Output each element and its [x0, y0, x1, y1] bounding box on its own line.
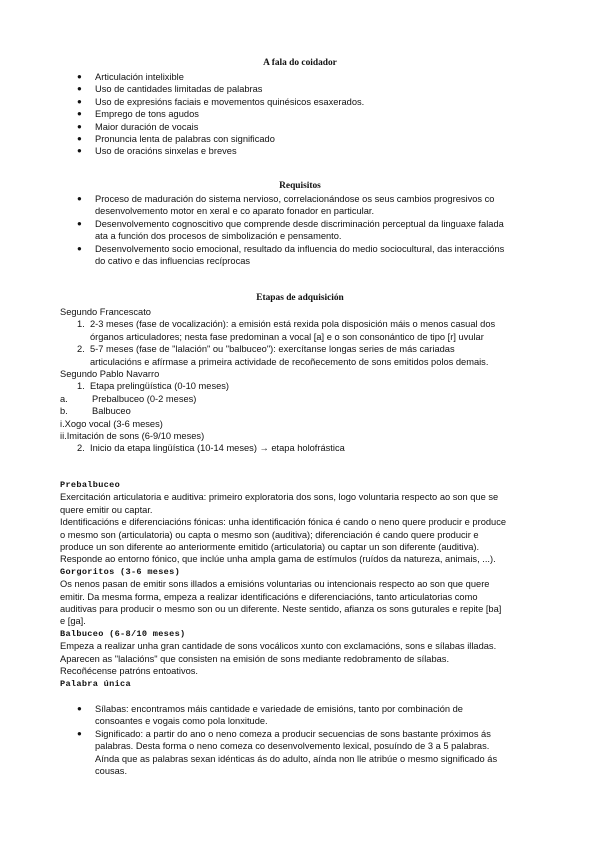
list-item: [77, 218, 504, 243]
palabra-unica-heading: Palabra única: [60, 678, 131, 689]
fala-coidador-list: [77, 71, 364, 158]
section-title-requisitos: Requisitos: [279, 181, 321, 191]
paragraph-line: Empeza a realizar unha gran cantidade de sons vocálicos xunto con exclamacións, sons e sílabas illadas.: [60, 641, 497, 652]
palabra-unica-list: [77, 703, 497, 777]
list-item: ● Uso de expresións faciais e movementos quinésicos esaxerados.: [77, 96, 364, 108]
list-item: [77, 703, 497, 728]
paragraph-line: auditivas para producir o mesmo son ou un diferente. Neste sentido, afianza os sons guturales e repite [ba]: [60, 604, 502, 615]
list-item: [77, 728, 497, 778]
lettered-item: [60, 405, 550, 417]
prebalbuceo-heading: Prebalbuceo: [60, 480, 121, 490]
lettered-item: [60, 393, 550, 405]
roman-item: ii.Imitación de sons (6-9/10 meses): [60, 431, 205, 442]
item-line: Etapa prelingüística (0-10 meses): [90, 381, 230, 392]
item-number: 1.: [77, 381, 85, 392]
item-line: articulacións e afírmase a primeira actividade de recoñecemento de sons emitidos polos demais.: [90, 356, 489, 367]
list-item-line: desenvolvemento motor en xeral e co aparato fonador en particular.: [95, 206, 375, 217]
section-title-fala-coidador: A fala do coidador: [263, 58, 337, 68]
gorgoritos-heading: Gorgoritos (3-6 meses): [60, 566, 181, 577]
list-item: ● Emprego de tons agudos: [77, 108, 364, 120]
list-item-line: ● Significado: a partir do ano o neno comeza a producir secuencias de sons bastante próximos ás: [95, 728, 491, 739]
paragraph-line: o mesmo son (articulatoria) ou capta o mesmo son (auditiva); diferenciación é cando quere producir e: [60, 529, 479, 540]
paragraph-line: Recoñécense patróns entoativos.: [60, 666, 198, 677]
etapas-block: [60, 306, 550, 455]
section-title-etapas: Etapas de adquisición: [256, 293, 344, 303]
roman-item: i.Xogo vocal (3-6 meses): [60, 418, 163, 429]
item-line: Balbuceo: [92, 406, 131, 417]
item-letter: a.: [60, 393, 68, 404]
development-stages-block: [60, 479, 546, 690]
item-line: 5-7 meses (fase de "lalación" ou "balbuceo"): exercítanse longas series de más cariadas: [90, 344, 455, 355]
paragraph-line: Identificacións e diferenciacións fónicas: unha identificación fónica é cando o neno quere producir e produce: [60, 517, 507, 528]
list-item: ● Uso de cantidades limitadas de palabras: [77, 83, 364, 95]
list-item: [77, 243, 504, 268]
paragraph-line: Exercitación articulatoria e auditiva: primeiro exploratoria dos sons, logo voluntaria respecto ao son que se: [60, 492, 499, 503]
numbered-item: [60, 442, 550, 454]
list-item: [77, 193, 504, 218]
paragraph-line: Responde ao entorno fónico, que inclúe unha ampla gama de estímulos (ruídos da natureza, animais, ...).: [60, 554, 496, 565]
list-item-line: ● Sílabas: encontramos máis cantidade e variedade de emisións, tanto por combinación de: [95, 704, 463, 714]
list-item-line: palabras. Desta forma o neno comeza co desenvolvemento lexical, posuíndo de 3 a 5 palabras.: [95, 741, 490, 752]
list-item: ● Articulación intelixible: [77, 71, 364, 83]
paragraph-line: quere emitir ou captar.: [60, 504, 153, 515]
item-line: 2-3 meses (fase de vocalización): a emisión está rexida pola disposición máis o menos casual dos: [90, 319, 496, 330]
item-number: 2.: [77, 344, 85, 355]
list-item-line: consoantes e vogais como pola lonxitude.: [95, 716, 268, 727]
list-item-line: ata a función dos procesos de simbolización e pensamento.: [95, 231, 342, 242]
paragraph-line: produce un son diferente ao anteriormente emitido (articulatoria) ou captar un son diferente (auditiva).: [60, 542, 480, 553]
paragraph-line: e [ga].: [60, 616, 86, 627]
item-line: órganos articuladores; nesta fase predominan a vocal [a] e o son consonántico de tipo [r] uvular: [90, 331, 484, 342]
list-item-line: ● Proceso de maduración do sistema nervioso, correlacionándose os seus cambios progresivos co: [95, 194, 495, 204]
paragraph-line: emitir. Da mesma forma, empeza a realizar identificacións e diferenciacións, tanto articulatorias como: [60, 591, 478, 602]
paragraph-line: Os nenos pasan de emitir sons illados a emisións voluntarias ou intencionais respecto ao son que quere: [60, 579, 490, 590]
numbered-item: [60, 318, 550, 343]
list-item-line: ● Desenvolvemento cognoscitivo que comprende desde discriminación perceptual da linguaxe falada: [95, 218, 504, 229]
item-line: Prebalbuceo (0-2 meses): [92, 393, 197, 404]
list-item-line: Aínda que as palabras sexan idénticas ás do adulto, aínda non lle atribúe o mesmo significado ás: [95, 753, 498, 764]
balbuceo-heading: Balbuceo (6-8/10 meses): [60, 628, 186, 639]
numbered-item: [60, 343, 550, 368]
list-item: ● Uso de oracións sinxelas e breves: [77, 145, 364, 157]
numbered-item: [60, 380, 550, 392]
item-line: Inicio da etapa lingüística (10-14 meses) → etapa holofrástica: [90, 443, 345, 454]
navarro-heading: Segundo Pablo Navarro: [60, 369, 160, 380]
item-number: 2.: [77, 443, 85, 454]
requisitos-list: [77, 193, 504, 267]
list-item-line: ● Desenvolvemento socio emocional, resultado da influencia do medio sociocultural, das interaccións: [95, 243, 505, 254]
paragraph-line: Aparecen as "lalacións" que consisten na emisión de sons mediante redobramento de sílabas.: [60, 653, 450, 664]
list-item: ● Maior duración de vocais: [77, 121, 364, 133]
item-letter: b.: [60, 406, 68, 417]
list-item: ● Pronuncia lenta de palabras con significado: [77, 133, 364, 145]
list-item-line: cousas.: [95, 766, 128, 777]
item-number: 1.: [77, 319, 85, 330]
francescato-heading: Segundo Francescato: [60, 307, 151, 317]
list-item-line: do cativo e das influencias recíprocas: [95, 256, 251, 267]
